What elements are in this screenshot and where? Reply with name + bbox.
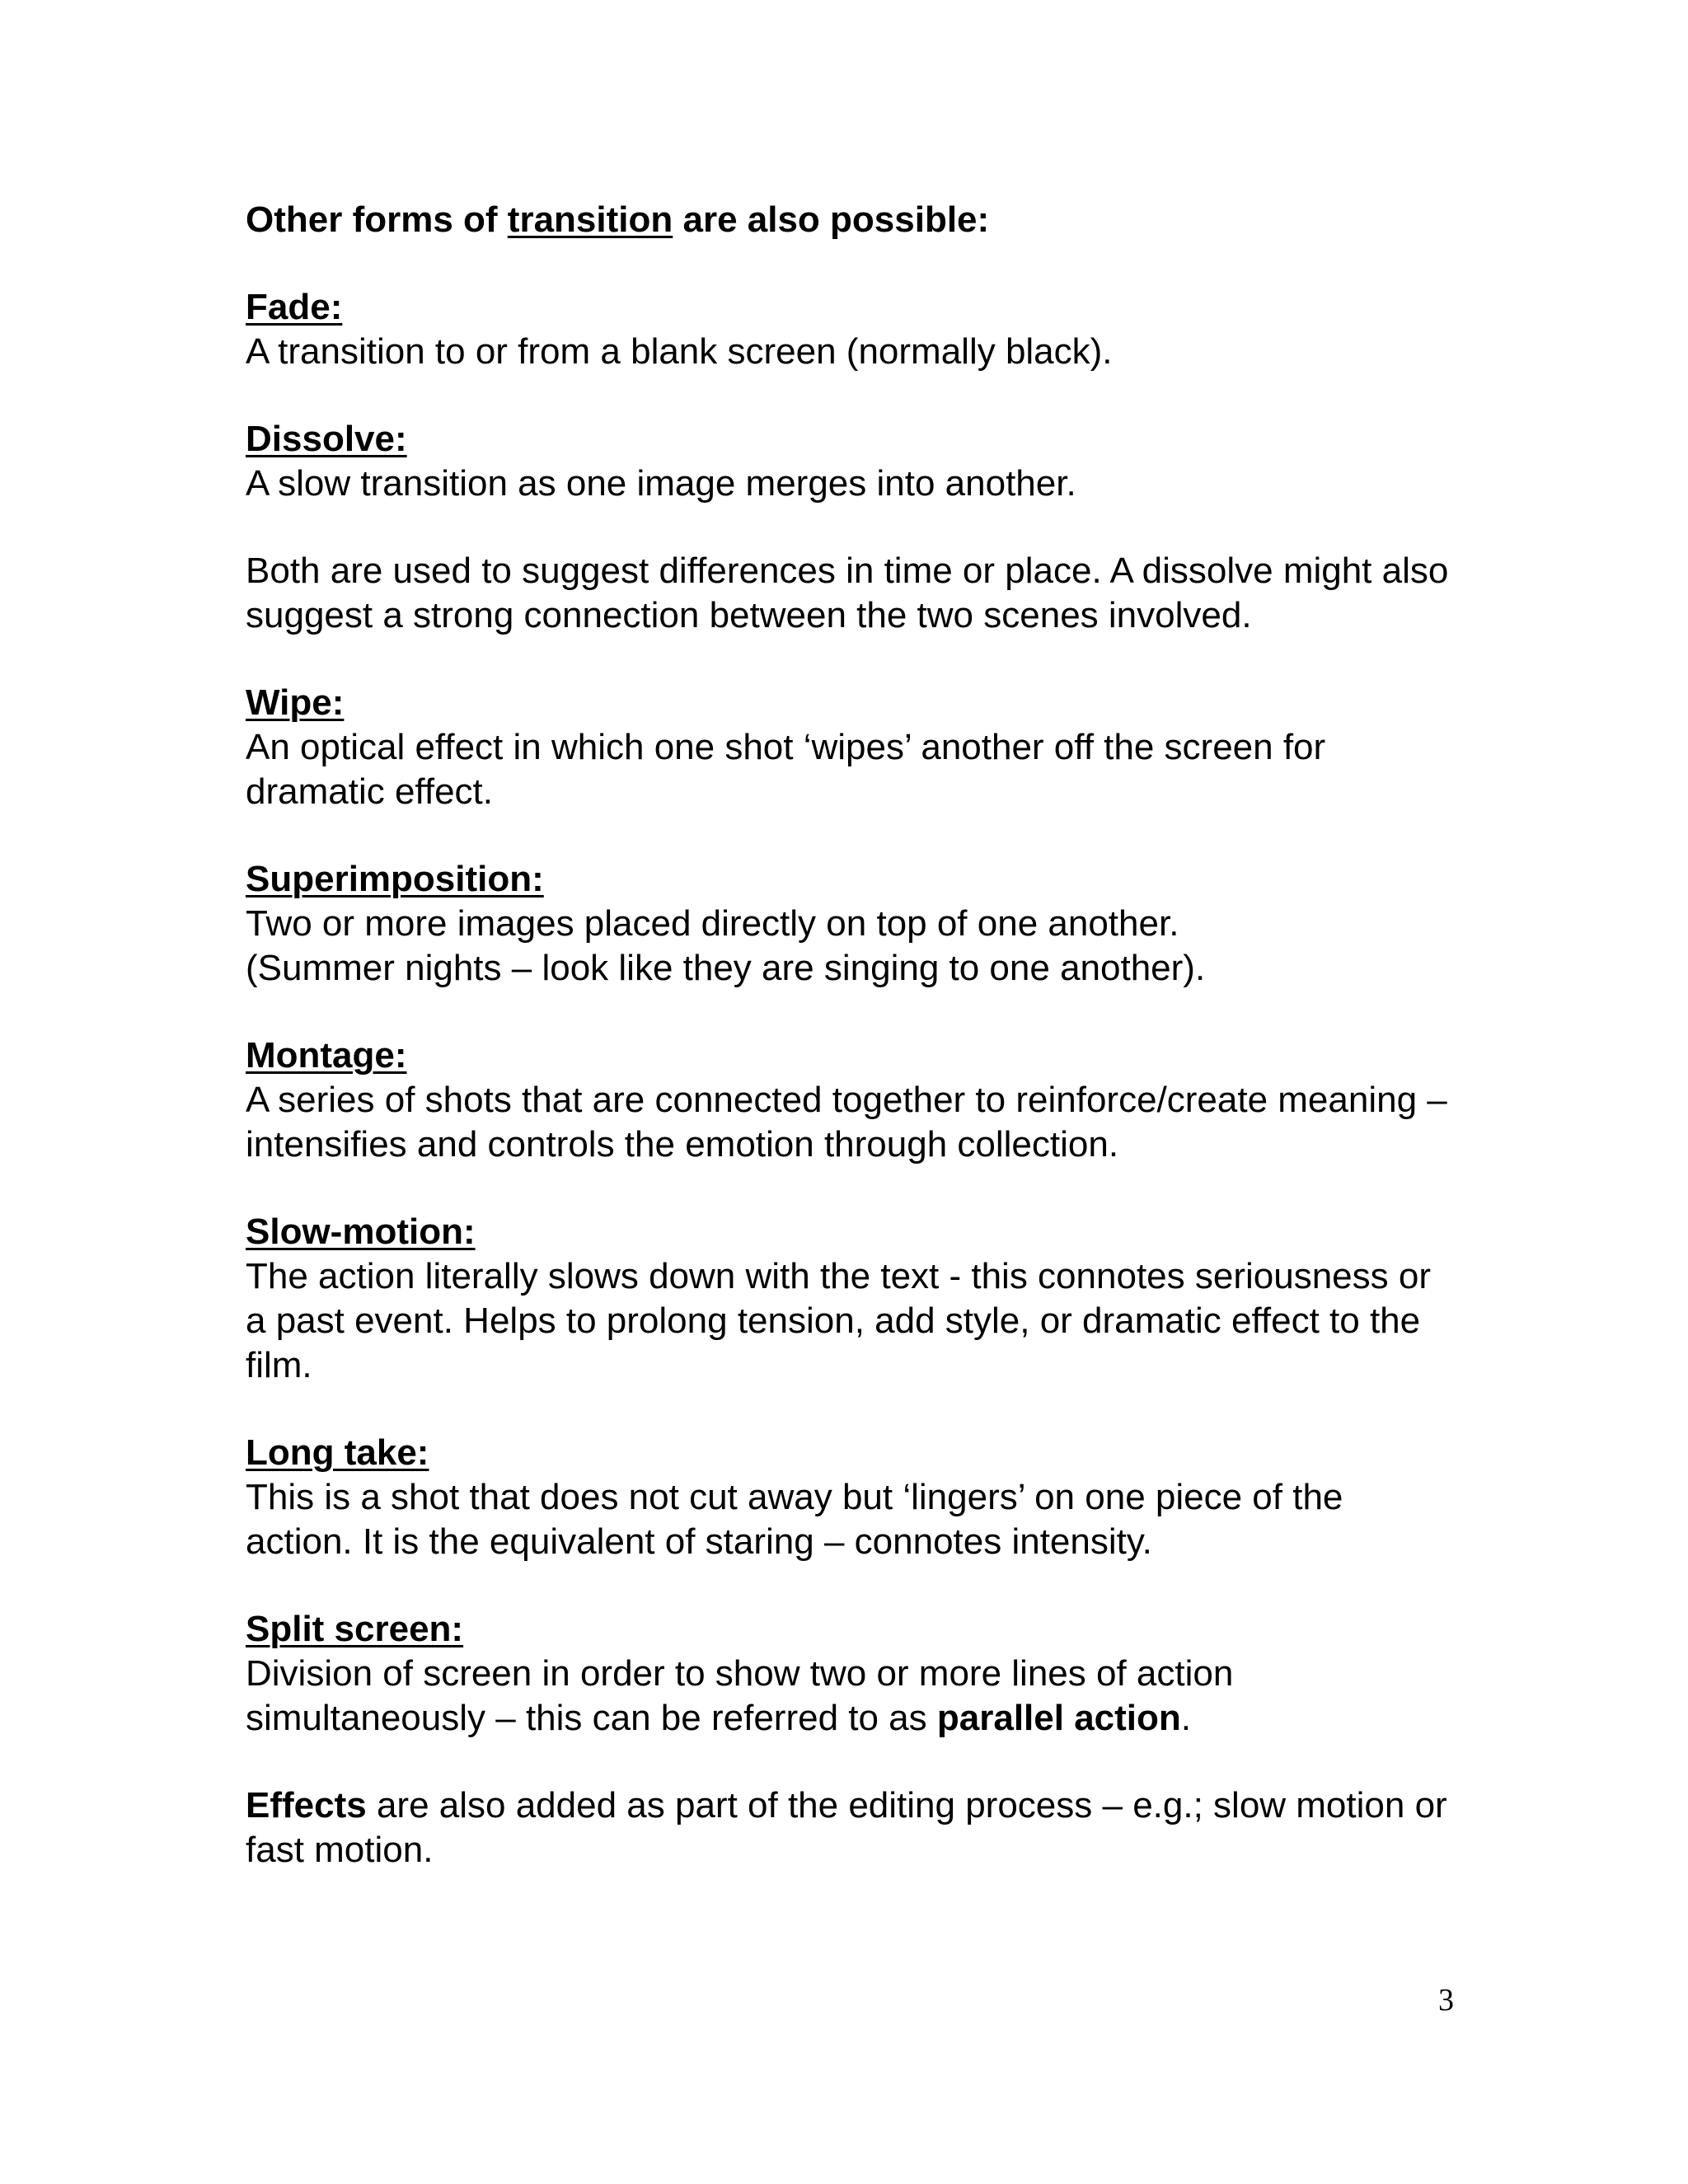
term-dissolve: Dissolve:: [246, 419, 407, 459]
document-content: [246, 198, 1457, 1915]
effects-term: Effects: [246, 1785, 367, 1825]
definition-split-screen-text: Division of screen in order to show two or more lines of action simultaneously – this can be referred to as: [246, 1653, 1234, 1738]
term-superimposition: Superimposition:: [246, 859, 544, 899]
both-note: Both are used to suggest differences in time or place. A dissolve might also suggest a strong connection between the two scenes involved.: [246, 551, 1449, 635]
section-slow-motion: [246, 1210, 1457, 1388]
section-split-screen: [246, 1607, 1457, 1741]
term-montage: Montage:: [246, 1035, 407, 1076]
intro-keyword: transition: [507, 199, 673, 240]
definition-superimposition: Two or more images placed directly on top of one another.: [246, 903, 1179, 944]
definition-long-take: This is a shot that does not cut away but ‘lingers’ on one piece of the action. It is the equivalent of staring – connotes intensity.: [246, 1477, 1343, 1562]
intro-after: are also possible:: [673, 199, 990, 240]
section-long-take: [246, 1431, 1457, 1564]
term-slow-motion: Slow-motion:: [246, 1212, 476, 1252]
definition-split-screen: [246, 1652, 1457, 1741]
section-montage: [246, 1033, 1457, 1167]
term-fade: Fade:: [246, 287, 343, 327]
parallel-action-term: parallel action: [936, 1698, 1181, 1738]
section-dissolve: [246, 417, 1457, 506]
definition-slow-motion: The action literally slows down with the text - this connotes seriousness or a past event. Helps to prolong tension, add style, or dramatic effect to the film.: [246, 1256, 1431, 1385]
effects-text: are also added as part of the editing process – e.g.; slow motion or fast motion.: [246, 1785, 1447, 1870]
definition-dissolve: A slow transition as one image merges into another.: [246, 463, 1076, 504]
example-superimposition: (Summer nights – look like they are singing to one another).: [246, 948, 1206, 988]
section-superimposition: [246, 857, 1457, 991]
definition-split-screen-end: .: [1180, 1698, 1192, 1738]
intro-before: Other forms of: [246, 199, 508, 240]
section-wipe: [246, 681, 1457, 814]
term-long-take: Long take:: [246, 1432, 429, 1473]
page-number: 3: [1438, 1983, 1454, 2018]
definition-wipe: An optical effect in which one shot ‘wipes’ another off the screen for dramatic effect.: [246, 727, 1326, 812]
term-wipe: Wipe:: [246, 682, 345, 723]
definition-montage: A series of shots that are connected together to reinforce/create meaning – intensifies and controls the emotion through collection.: [246, 1080, 1447, 1165]
definition-fade: A transition to or from a blank screen (normally black).: [246, 331, 1113, 372]
effects-note: [246, 1783, 1457, 1872]
section-fade: [246, 285, 1457, 374]
intro-heading: [246, 198, 1457, 242]
term-split-screen: Split screen:: [246, 1609, 464, 1649]
